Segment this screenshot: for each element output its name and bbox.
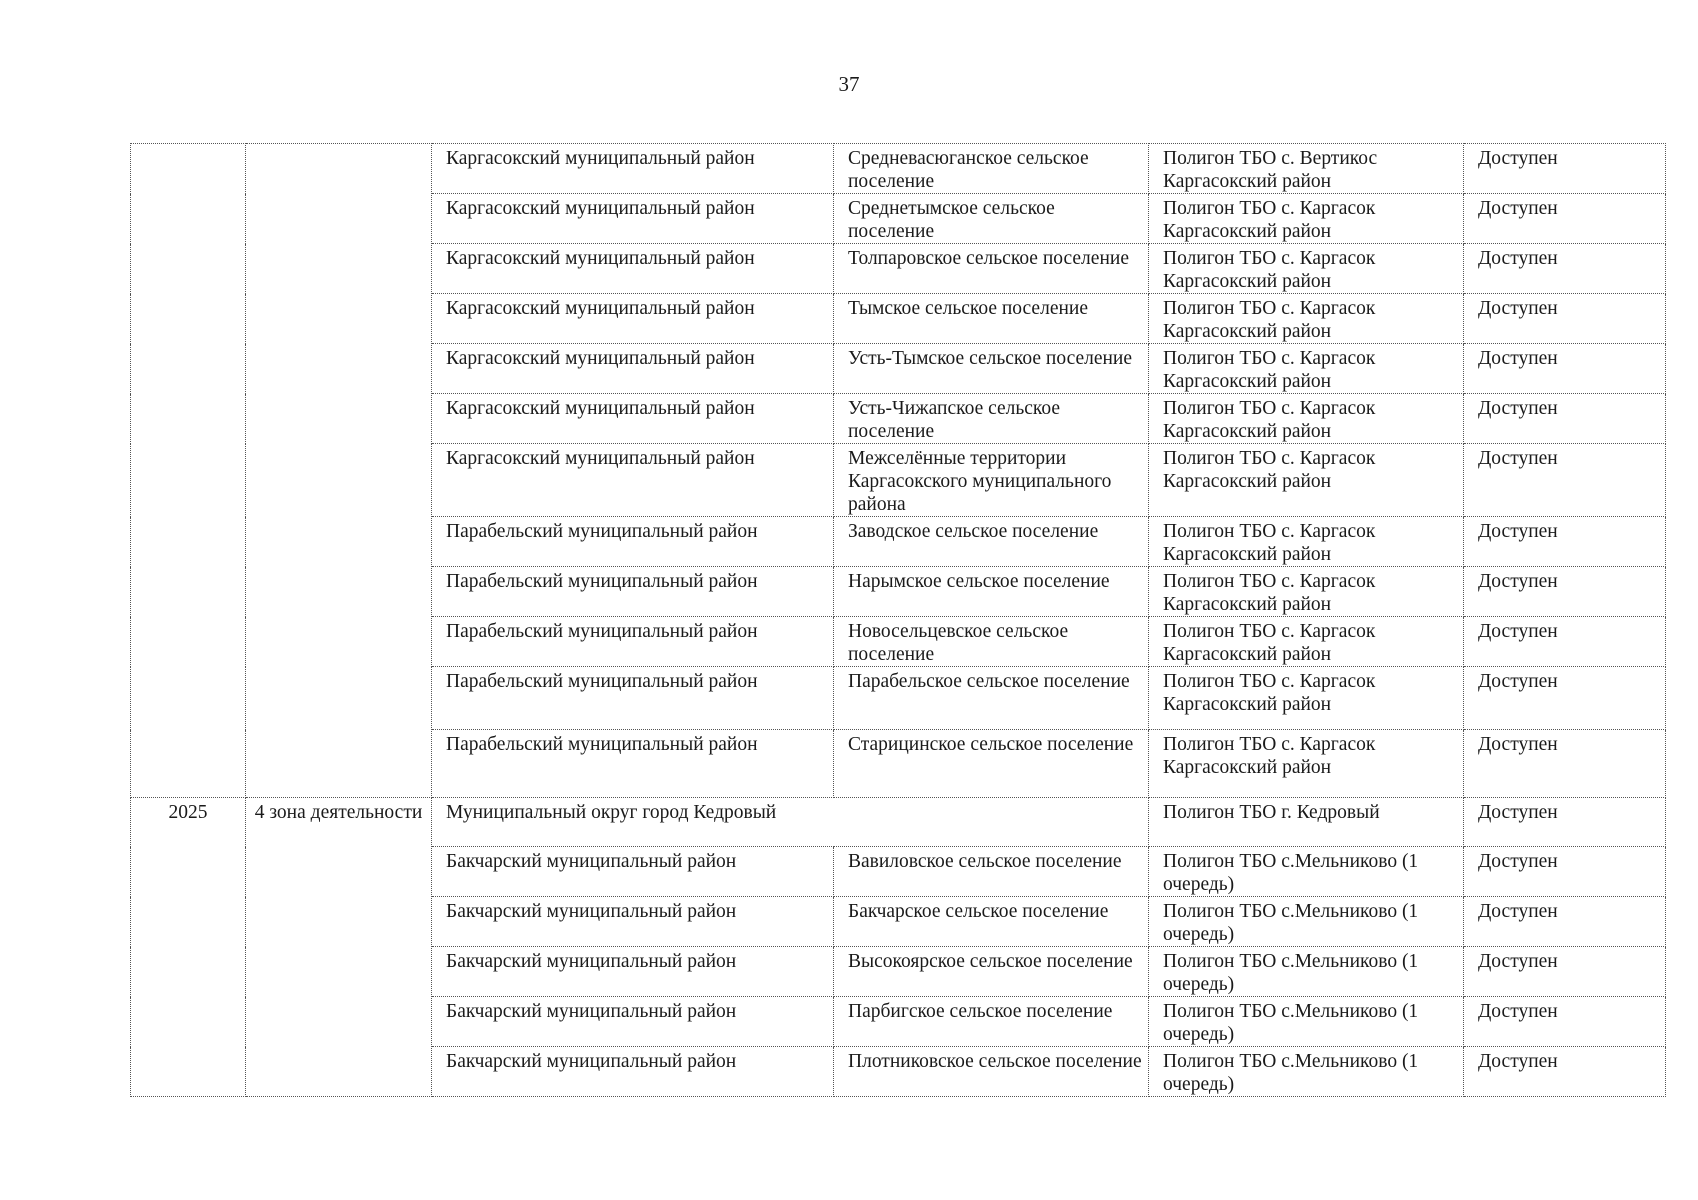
zone-cell-empty bbox=[246, 144, 432, 798]
zone-cell: 4 зона деятельности bbox=[246, 798, 432, 1097]
landfill-cell: Полигон ТБО с.Мельниково (1 очередь) bbox=[1149, 1047, 1464, 1097]
status-cell: Доступен bbox=[1464, 194, 1666, 244]
page-number: 37 bbox=[838, 72, 860, 96]
year-cell: 2025 bbox=[131, 798, 246, 1097]
district-cell: Парабельский муниципальный район bbox=[432, 617, 834, 667]
settlement-cell: Парбигское сельское поселение bbox=[834, 997, 1149, 1047]
district-cell: Бакчарский муниципальный район bbox=[432, 997, 834, 1047]
status-cell: Доступен bbox=[1464, 567, 1666, 617]
landfill-cell: Полигон ТБО с. Каргасок Каргасокский район bbox=[1149, 617, 1464, 667]
status-cell: Доступен bbox=[1464, 667, 1666, 730]
settlement-cell: Высокоярское сельское поселение bbox=[834, 947, 1149, 997]
settlement-cell: Межселённые территории Каргасокского муниципального района bbox=[834, 444, 1149, 517]
landfill-cell: Полигон ТБО с. Каргасок Каргасокский район bbox=[1149, 567, 1464, 617]
district-cell: Каргасокский муниципальный район bbox=[432, 444, 834, 517]
district-cell: Каргасокский муниципальный район bbox=[432, 144, 834, 194]
landfill-cell: Полигон ТБО с.Мельниково (1 очередь) bbox=[1149, 947, 1464, 997]
status-cell: Доступен bbox=[1464, 344, 1666, 394]
district-cell: Бакчарский муниципальный район bbox=[432, 897, 834, 947]
settlement-cell: Средневасюганское сельское поселение bbox=[834, 144, 1149, 194]
district-cell: Бакчарский муниципальный район bbox=[432, 947, 834, 997]
table-row bbox=[131, 798, 1666, 847]
landfill-cell: Полигон ТБО с. Каргасок Каргасокский район bbox=[1149, 344, 1464, 394]
status-cell: Доступен bbox=[1464, 394, 1666, 444]
district-cell: Бакчарский муниципальный район bbox=[432, 1047, 834, 1097]
landfill-cell: Полигон ТБО с.Мельниково (1 очередь) bbox=[1149, 847, 1464, 897]
settlement-cell: Парабельское сельское поселение bbox=[834, 667, 1149, 730]
landfill-cell: Полигон ТБО с.Мельниково (1 очередь) bbox=[1149, 997, 1464, 1047]
settlement-cell: Бакчарское сельское поселение bbox=[834, 897, 1149, 947]
status-cell: Доступен bbox=[1464, 1047, 1666, 1097]
landfill-cell: Полигон ТБО с. Каргасок Каргасокский район bbox=[1149, 394, 1464, 444]
year-cell-empty bbox=[131, 144, 246, 798]
district-cell: Каргасокский муниципальный район bbox=[432, 194, 834, 244]
status-cell: Доступен bbox=[1464, 730, 1666, 798]
district-cell: Парабельский муниципальный район bbox=[432, 567, 834, 617]
status-cell: Доступен bbox=[1464, 798, 1666, 847]
settlement-cell: Заводское сельское поселение bbox=[834, 517, 1149, 567]
district-cell: Каргасокский муниципальный район bbox=[432, 244, 834, 294]
landfill-cell: Полигон ТБО с. Вертикос Каргасокский район bbox=[1149, 144, 1464, 194]
settlement-cell: Старицинское сельское поселение bbox=[834, 730, 1149, 798]
settlement-cell: Тымское сельское поселение bbox=[834, 294, 1149, 344]
status-cell: Доступен bbox=[1464, 244, 1666, 294]
landfill-cell: Полигон ТБО с. Каргасок Каргасокский район bbox=[1149, 244, 1464, 294]
status-cell: Доступен bbox=[1464, 444, 1666, 517]
district-cell: Каргасокский муниципальный район bbox=[432, 294, 834, 344]
landfill-table bbox=[130, 143, 1666, 1097]
status-cell: Доступен bbox=[1464, 294, 1666, 344]
status-cell: Доступен bbox=[1464, 144, 1666, 194]
settlement-cell: Вавиловское сельское поселение bbox=[834, 847, 1149, 897]
district-cell: Каргасокский муниципальный район bbox=[432, 344, 834, 394]
settlement-cell: Плотниковское сельское поселение bbox=[834, 1047, 1149, 1097]
landfill-cell: Полигон ТБО с. Каргасок Каргасокский район bbox=[1149, 667, 1464, 730]
landfill-cell: Полигон ТБО г. Кедровый bbox=[1149, 798, 1464, 847]
status-cell: Доступен bbox=[1464, 617, 1666, 667]
status-cell: Доступен bbox=[1464, 847, 1666, 897]
district-cell: Парабельский муниципальный район bbox=[432, 730, 834, 798]
settlement-cell: Новосельцевское сельское поселение bbox=[834, 617, 1149, 667]
status-cell: Доступен bbox=[1464, 517, 1666, 567]
district-cell: Парабельский муниципальный район bbox=[432, 667, 834, 730]
settlement-cell: Нарымское сельское поселение bbox=[834, 567, 1149, 617]
district-cell: Парабельский муниципальный район bbox=[432, 517, 834, 567]
status-cell: Доступен bbox=[1464, 897, 1666, 947]
settlement-cell: Среднетымское сельское поселение bbox=[834, 194, 1149, 244]
district-cell: Бакчарский муниципальный район bbox=[432, 847, 834, 897]
status-cell: Доступен bbox=[1464, 997, 1666, 1047]
settlement-cell: Усть-Тымское сельское поселение bbox=[834, 344, 1149, 394]
landfill-cell: Полигон ТБО с. Каргасок Каргасокский район bbox=[1149, 444, 1464, 517]
landfill-cell: Полигон ТБО с.Мельниково (1 очередь) bbox=[1149, 897, 1464, 947]
settlement-cell: Толпаровское сельское поселение bbox=[834, 244, 1149, 294]
landfill-cell: Полигон ТБО с. Каргасок Каргасокский район bbox=[1149, 730, 1464, 798]
landfill-cell: Полигон ТБО с. Каргасок Каргасокский район bbox=[1149, 194, 1464, 244]
status-cell: Доступен bbox=[1464, 947, 1666, 997]
settlement-cell: Усть-Чижапское сельское поселение bbox=[834, 394, 1149, 444]
landfill-cell: Полигон ТБО с. Каргасок Каргасокский район bbox=[1149, 517, 1464, 567]
district-cell: Каргасокский муниципальный район bbox=[432, 394, 834, 444]
district-cell: Муниципальный округ город Кедровый bbox=[432, 798, 1149, 847]
landfill-cell: Полигон ТБО с. Каргасок Каргасокский район bbox=[1149, 294, 1464, 344]
table-row bbox=[131, 144, 1666, 194]
